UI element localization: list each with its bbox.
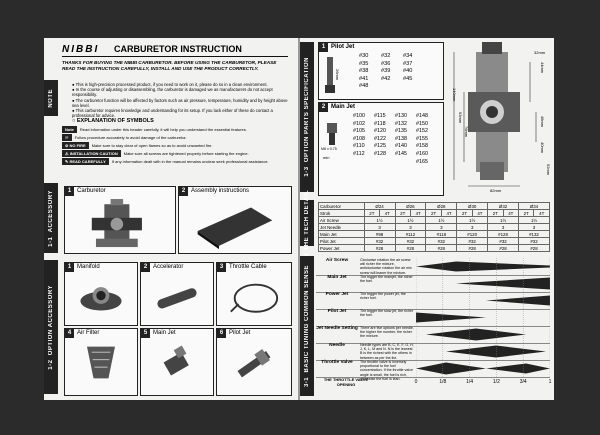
table-cell: 2T (364, 210, 379, 217)
jet-size-row (359, 83, 425, 91)
tuning-label: Power Jet (325, 292, 349, 297)
carburetor-setup-table (318, 202, 550, 252)
jet-size: #32 (381, 53, 391, 59)
table-cell: 2T (457, 210, 472, 217)
table-cell: 1½ (395, 217, 426, 224)
jet-size: #112 (353, 150, 365, 157)
jet-size: #150 (416, 120, 428, 127)
table-cell: 4T (503, 210, 518, 217)
opening-tick-label: 1/2 (492, 379, 500, 385)
jet-size: #108 (353, 135, 365, 142)
table-cell: #32 (488, 238, 519, 245)
throttle-grip-icon (149, 275, 205, 317)
dim-76: 76mm (464, 126, 469, 138)
tuning-row (316, 258, 550, 276)
table-header-cell: Ø30 (457, 203, 488, 210)
opening-tick-label: 1/8 (439, 379, 447, 385)
table-cell: 4T (441, 210, 456, 217)
jet-size: #140 (395, 143, 407, 150)
jet-size: #37 (403, 60, 413, 67)
manifold-icon (73, 275, 129, 317)
tuning-effect-chart (416, 309, 550, 326)
jet-size: #160 (416, 150, 428, 157)
opening-tick-label: 0 (414, 379, 418, 385)
jet-size: #36 (381, 60, 391, 67)
note-item: ● This carburetor requires knowledge and understanding for its setup. If you lack either of these do contact a professional for advice. (72, 108, 273, 119)
symbol-read-carefully: ✎ READ CAREFULLY If any information dealt with in the manual remains unclear seek professional assistance. (62, 158, 288, 165)
dim-32: 32mm (534, 50, 546, 55)
table-cell: Main Jet (319, 231, 365, 238)
spec-tab: 1-3 OPTION PARTS SPECIFICATION (300, 42, 314, 192)
no-fire-icon: ⊘ NO FIRE (62, 142, 89, 149)
table-cell: #28 (457, 245, 488, 252)
table-cell: #32 (395, 238, 426, 245)
table-cell: #28 (488, 245, 519, 252)
table-cell: #28 (519, 245, 550, 252)
table-header-cell: Ø34 (519, 203, 550, 210)
jet-size: #34 (403, 53, 413, 59)
jet-size-row (353, 121, 437, 129)
table-cell: 3 (519, 224, 550, 231)
right-page (300, 38, 554, 400)
table-cell: #118 (426, 231, 457, 238)
table-cell: 4T (472, 210, 487, 217)
table-cell: 1½ (457, 217, 488, 224)
pilot-jet-dim: 26mm (335, 69, 340, 81)
table-row (319, 238, 550, 245)
symbol-procedure: ☞ Follow procedure accurately to avoid damage of the carburetor. (62, 134, 288, 141)
table-cell: #32 (364, 238, 395, 245)
tuning-row (316, 292, 550, 310)
tuning-row (316, 360, 550, 381)
main-jet-icon (149, 341, 205, 386)
tuning-tab: 3-1 BASIC TUNING COMMON SENSE (300, 256, 314, 396)
jet-size: #138 (395, 135, 407, 142)
opening-tick-label: 1 (548, 379, 552, 385)
jet-size-row (353, 143, 437, 151)
table-cell: Jet Needle (319, 224, 365, 231)
jet-size: #41 (359, 75, 369, 82)
page-title: CARBURETOR INSTRUCTION (114, 44, 242, 54)
table-cell: #120 (457, 231, 488, 238)
tuning-description: There are five options per needle, the higher the number, the richer the mixture. (360, 326, 414, 339)
tuning-description: The bigger the power jet, the richer fuel. (360, 292, 406, 301)
tuning-row (316, 309, 550, 327)
dim-40: 40mm (540, 142, 545, 154)
table-cell: Pilot Jet (319, 238, 365, 245)
table-cell: 2T (488, 210, 503, 217)
effect-shape (416, 262, 550, 272)
jet-size: #30 (359, 53, 369, 59)
option-accessory-tab: 1-2 OPTION ACCESSORY (44, 260, 58, 394)
opening-tick-label: 1/4 (466, 379, 474, 385)
jet-size-row (359, 68, 425, 76)
symbols-heading: ○ EXPLANATION OF SYMBOLS (72, 118, 154, 124)
effect-shape (486, 296, 550, 306)
table-cell: 1½ (426, 217, 457, 224)
tuning-label: Jet Needle Setting (316, 326, 358, 331)
jet-size: #48 (359, 83, 369, 90)
table-header-cell: Ø28 (426, 203, 457, 210)
jet-size: #148 (416, 113, 428, 119)
table-cell: #32 (426, 238, 457, 245)
book-icon: ✎ READ CAREFULLY (62, 158, 109, 165)
symbol-installation: ⚠ INSTALLATION CAUTION Make sure all screws are tightened properly before starting the engine. (62, 150, 288, 157)
hand-icon: ☞ (62, 134, 72, 141)
table-cell: Power Jet (319, 245, 365, 252)
table-cell: 3 (426, 224, 457, 231)
jet-size-row (353, 159, 437, 167)
note-item: ● This is high-precision processed product, if you need to work on it, please do so in a clean environment. (72, 82, 268, 87)
tuning-description: Clockwise rotation the air screw will richer the mixture, anticlockwise rotation the air mix screw will leaner the mixture. (360, 258, 412, 275)
jet-size: #39 (381, 68, 391, 75)
note-item: ● In the course of adjusting or disassembling, the carburetor is damaged we as manufacturers do not accept responsibility. (72, 87, 273, 98)
main-jet-thread: M6 x 0.75 (321, 147, 337, 151)
dim-52: 52mm (546, 164, 551, 176)
jet-size: #118 (374, 120, 386, 127)
table-cell: Carburetor (319, 203, 365, 210)
note-tab: NOTE (44, 80, 58, 116)
manual-icon (187, 199, 283, 252)
table-cell: 1½ (364, 217, 395, 224)
jet-size-row (353, 136, 437, 144)
table-cell: 3 (488, 224, 519, 231)
table-cell: 1½ (519, 217, 550, 224)
jet-size-row (359, 76, 425, 84)
jet-size-row (353, 151, 437, 159)
table-header-cell: Ø24 (364, 203, 395, 210)
main-jet-spec: 2 Main Jet M6 x 0.75 min #100 #115 #130 #148 #102 #118 #132 #150 #105 #120 #135 #152 #108 #122 #138 #155 #110 #125 #140 #158 #112 #128 #145 #160 #165 (318, 102, 444, 196)
table-cell: 4T (534, 210, 550, 217)
throttle-opening-axis (316, 377, 550, 391)
jet-size: #120 (374, 128, 386, 135)
effect-shape (456, 278, 550, 290)
table-header-cell: Ø26 (395, 203, 426, 210)
main-jet-min: min (323, 155, 330, 160)
effect-shape (416, 363, 550, 375)
jet-size: #45 (403, 75, 413, 82)
jet-size: #35 (359, 60, 369, 67)
tuning-label: Main Jet (327, 275, 347, 280)
option-air-filter: 4 Air Filter (64, 328, 138, 396)
option-main-jet: 5 Main Jet (140, 328, 214, 396)
tuning-section (300, 256, 554, 400)
tuning-row (316, 343, 550, 361)
table-cell: #32 (457, 238, 488, 245)
note-item: ● The carburetor function will be affected by factors such as air pressure, temperature, humidity and by height above sea level. (72, 97, 288, 108)
tuning-label: Air Screw (325, 258, 349, 263)
jet-size-row (359, 61, 425, 69)
jet-size: #145 (395, 150, 407, 157)
jet-size: #42 (381, 75, 391, 82)
dim-44: 44mm (540, 62, 545, 74)
jet-size: #102 (353, 120, 365, 127)
main-jet-sizes (353, 113, 437, 166)
jet-size: #165 (416, 158, 428, 165)
opening-tick-label: 3/4 (519, 379, 527, 385)
jet-size-row (353, 113, 437, 121)
effect-shape (426, 329, 526, 341)
table-cell: #28 (364, 245, 395, 252)
table-header-cell: Ø32 (488, 203, 519, 210)
table-cell: 2T (519, 210, 534, 217)
tuning-effect-chart (416, 343, 550, 360)
dim-93: 93mm (458, 112, 463, 124)
table-cell: 2T (395, 210, 410, 217)
jet-size: #130 (395, 113, 407, 119)
symbol-note: Note Read information under this header carefully, it will help you understand the essential features. (62, 126, 288, 133)
pilot-jet-spec: 1 Pilot Jet 26mm #30 #32 #34 #35 #36 #37 #38 #39 #40 #41 #42 #45 #48 (318, 42, 444, 100)
jet-size: #38 (359, 68, 369, 75)
tuning-row (316, 326, 550, 344)
pilot-jet-icon (225, 341, 283, 387)
table-cell: #28 (395, 245, 426, 252)
jet-size: #152 (416, 128, 428, 135)
table-cell: 1½ (488, 217, 519, 224)
air-filter-icon (73, 341, 129, 386)
jet-size: #115 (374, 113, 386, 119)
jet-size-row (359, 53, 425, 61)
table-row (319, 224, 550, 231)
effect-shape (416, 313, 486, 323)
left-page (44, 38, 298, 400)
table-cell: #112 (395, 231, 426, 238)
tuning-effect-chart (416, 275, 550, 292)
tuning-label: Pilot Jet (327, 309, 347, 314)
table-cell: 3 (364, 224, 395, 231)
jet-size: #135 (395, 128, 407, 135)
effect-shape (446, 346, 546, 358)
dim-140: 140mm (452, 88, 457, 102)
tuning-effect-chart (416, 258, 550, 275)
table-cell: 4T (410, 210, 425, 217)
tuning-description: The bigger the slow jet, the richer the fuel. (360, 309, 414, 318)
accessory-instructions: 2 Assembly instructions (178, 186, 292, 254)
option-pilot-jet: 6 Pilot Jet (216, 328, 292, 396)
throttle-opening-label: THE THROTTLE VALVE OPENING (323, 377, 369, 387)
table-cell: 3 (395, 224, 426, 231)
cable-icon (225, 275, 283, 319)
tech-detail-tab: 2 THE TECH DETAIL (300, 200, 314, 246)
jet-size: #132 (395, 120, 407, 127)
tuning-description: The bigger the mainjet, the richer the fuel. (360, 275, 413, 284)
tuning-description: The throttle valve is inversely proportional to the fuel concentration. If the throttle valve angle is small, the fuel is rich, otherwise the fuel is lean. (360, 360, 413, 381)
main-jet-diagram (325, 121, 339, 147)
dim-48: 48mm (540, 116, 545, 128)
table-row (319, 245, 550, 252)
jet-size: #122 (374, 135, 386, 142)
table-cell: 3 (457, 224, 488, 231)
title-divider (62, 56, 288, 57)
table-cell: 2T (426, 210, 441, 217)
table-row (319, 231, 550, 238)
table-cell: #32 (519, 238, 550, 245)
symbol-no-fire: ⊘ NO FIRE Make sure to stay clear of open flames so as to avoid unwanted fire. (62, 142, 288, 149)
jet-size-row (353, 128, 437, 136)
jet-size: #100 (353, 113, 365, 119)
tuning-description: Needle types are B, C, E, F, G, H, J, K, L, M and N. N is the leanest B is the richest with the others in between as per the list. (360, 343, 414, 360)
table-header-row (319, 203, 550, 210)
tuning-effect-chart (416, 326, 550, 343)
accessory-tab: 1-1 ACCESSORY (44, 183, 58, 253)
table-stroke-row (319, 210, 550, 217)
notes-list (72, 82, 288, 118)
jet-size: #128 (374, 150, 386, 157)
jet-size: #155 (416, 135, 428, 142)
tuning-label: Throttle Valve (321, 360, 353, 365)
accessory-carburetor: 1 Carburetor (64, 186, 176, 254)
intro-text: THANKS FOR BUYING THE NIBBI CARBURETOR. BEFORE USING THE CARBURETOR, PLEASE READ THE INSTRUCTION CAREFULLY, INSTALL AND USE THE PRODUCT CORRECTLY. (62, 60, 277, 71)
table-cell: #128 (488, 231, 519, 238)
jet-size: #158 (416, 143, 428, 150)
tuning-effect-chart (416, 360, 550, 377)
pilot-jet-sizes (359, 53, 425, 91)
nibbi-logo: NIBBI (62, 44, 100, 55)
caution-icon: ⚠ INSTALLATION CAUTION (62, 150, 121, 157)
table-cell: #132 (519, 231, 550, 238)
jet-size: #105 (353, 128, 365, 135)
table-cell: #98 (364, 231, 395, 238)
table-cell: #28 (426, 245, 457, 252)
tuning-effect-chart (416, 292, 550, 309)
table-row (319, 217, 550, 224)
option-throttle-cable: 3 Throttle Cable (216, 262, 292, 326)
jet-size: #40 (403, 68, 413, 75)
table-cell: 4T (380, 210, 395, 217)
table-cell: Strok (319, 210, 365, 217)
tuning-row (316, 275, 550, 293)
dim-82: 82mm (490, 188, 502, 193)
jet-size: #125 (374, 143, 386, 150)
tuning-label: Needle (329, 343, 345, 348)
table-cell: Air Screw (319, 217, 365, 224)
carburetor-icon (73, 199, 167, 251)
jet-size: #110 (353, 143, 365, 150)
option-manifold: 1 Manifold (64, 262, 138, 326)
option-accelerator: 2 Accelerator (140, 262, 214, 326)
